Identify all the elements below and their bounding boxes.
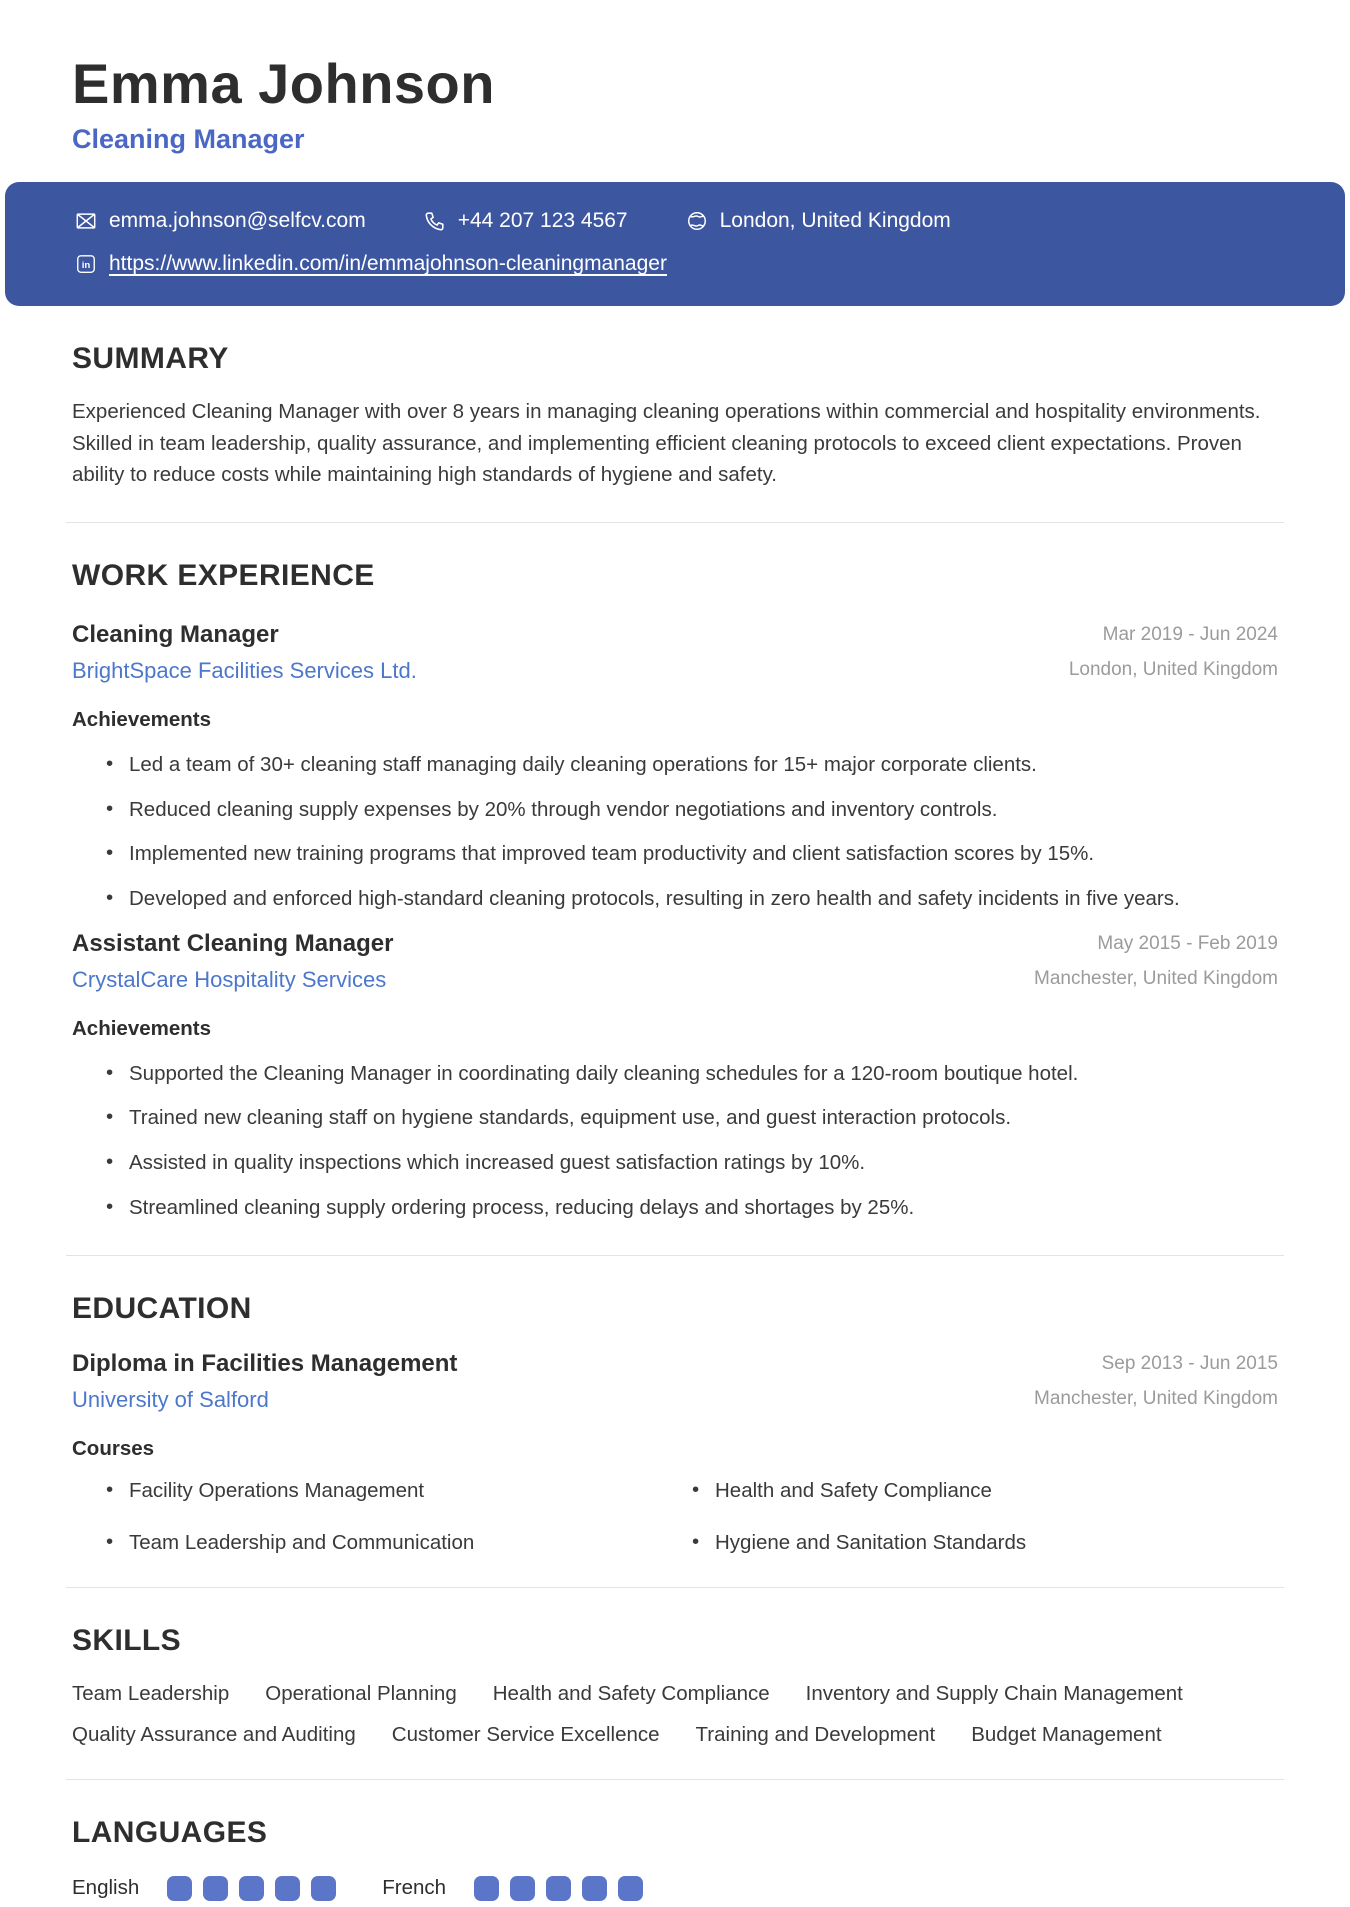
- job-dates: Mar 2019 - Jun 2024: [1102, 623, 1278, 645]
- languages-list: [72, 1876, 1278, 1901]
- person-name: Emma Johnson: [72, 52, 495, 115]
- course-item: • Facility Operations Management: [106, 1479, 692, 1503]
- job-entry: [72, 621, 1278, 914]
- languages-section: [0, 1816, 1350, 1901]
- education-location: Manchester, United Kingdom: [1034, 1387, 1278, 1409]
- language-item: [72, 1876, 336, 1901]
- skill-item: Quality Assurance and Auditing: [72, 1722, 356, 1746]
- language-level-square: [167, 1876, 192, 1901]
- job-title: Cleaning Manager: [72, 620, 279, 648]
- work-experience-heading: WORK EXPERIENCE: [72, 558, 375, 592]
- summary-text: Experienced Cleaning Manager with over 8 years in managing cleaning operations within commercial and hospitality environments. Skilled in team leadership, quality assurance, and implementing efficient cleaning protocols to exceed client expectations. Proven ability to reduce costs while maintaining high standards of hygiene and safety.: [72, 400, 1261, 486]
- courses-list: [72, 1479, 1278, 1555]
- person-job-title: Cleaning Manager: [72, 124, 305, 155]
- skill-item: Budget Management: [971, 1722, 1162, 1746]
- language-level-square: [474, 1876, 499, 1901]
- work-experience-section: [0, 559, 1350, 1223]
- language-name: French: [382, 1876, 447, 1900]
- school-name: University of Salford: [72, 1386, 269, 1412]
- courses-label: Courses: [72, 1436, 155, 1460]
- job-entry: [72, 930, 1278, 1223]
- job-company: BrightSpace Facilities Services Ltd.: [72, 657, 417, 683]
- skills-list: [72, 1682, 1278, 1747]
- language-name: English: [72, 1876, 140, 1900]
- job-entry-right: [1034, 930, 1278, 990]
- skill-item: Training and Development: [695, 1722, 936, 1746]
- contact-location: [686, 209, 951, 233]
- achievement-item: • Led a team of 30+ cleaning staff managing daily cleaning operations for 15+ major corporate clients.: [106, 750, 1278, 780]
- skill-item: Team Leadership: [72, 1681, 230, 1705]
- section-divider: [66, 1779, 1284, 1780]
- contact-location-text: London, United Kingdom: [719, 209, 951, 233]
- education-heading: EDUCATION: [72, 1291, 252, 1325]
- language-level-indicator: [167, 1876, 336, 1901]
- contact-row-1: [75, 209, 1275, 233]
- job-entry-right: [1069, 621, 1278, 681]
- job-title: Assistant Cleaning Manager: [72, 929, 394, 957]
- achievements-list: [72, 750, 1278, 914]
- education-section: [0, 1292, 1350, 1555]
- section-divider: [66, 1587, 1284, 1588]
- linkedin-url-text: https://www.linkedin.com/in/emmajohnson-cleaningmanager: [109, 252, 667, 276]
- language-level-indicator: [474, 1876, 643, 1901]
- contact-phone-text: +44 207 123 4567: [457, 209, 628, 233]
- phone-icon: [424, 210, 446, 232]
- skill-item: Health and Safety Compliance: [492, 1681, 770, 1705]
- language-level-square: [546, 1876, 571, 1901]
- language-item: [382, 1876, 643, 1901]
- skills-heading: SKILLS: [72, 1623, 182, 1657]
- achievements-list: [72, 1059, 1278, 1223]
- job-dates: May 2015 - Feb 2019: [1097, 932, 1278, 954]
- course-item: • Team Leadership and Communication: [106, 1531, 692, 1555]
- languages-heading: LANGUAGES: [72, 1815, 268, 1849]
- job-entry-header: [72, 930, 1278, 993]
- summary-heading: SUMMARY: [72, 342, 229, 376]
- job-location: Manchester, United Kingdom: [1034, 967, 1278, 989]
- linkedin-link[interactable]: [75, 252, 667, 276]
- skill-item: Customer Service Excellence: [391, 1722, 660, 1746]
- summary-section: [0, 342, 1350, 489]
- language-level-square: [239, 1876, 264, 1901]
- achievement-item: • Implemented new training programs that improved team productivity and client satisfaction scores by 15%.: [106, 839, 1278, 869]
- language-level-square: [311, 1876, 336, 1901]
- contact-row-2: [75, 252, 1275, 276]
- achievement-item: • Developed and enforced high-standard cleaning protocols, resulting in zero health and safety incidents in five years.: [106, 884, 1278, 914]
- achievement-item: • Trained new cleaning staff on hygiene standards, equipment use, and guest interaction protocols.: [106, 1103, 1278, 1133]
- achievement-item: • Reduced cleaning supply expenses by 20% through vendor negotiations and inventory controls.: [106, 795, 1278, 825]
- job-entry-left: [72, 930, 393, 993]
- skill-item: Operational Planning: [265, 1681, 457, 1705]
- globe-icon: [686, 210, 708, 232]
- email-icon: [75, 210, 97, 232]
- education-dates: Sep 2013 - Jun 2015: [1101, 1352, 1278, 1374]
- contact-email-text: emma.johnson@selfcv.com: [109, 209, 366, 233]
- degree-title: Diploma in Facilities Management: [72, 1349, 458, 1377]
- skill-item: Inventory and Supply Chain Management: [805, 1681, 1183, 1705]
- language-level-square: [275, 1876, 300, 1901]
- achievements-label: Achievements: [72, 707, 212, 731]
- skills-section: [0, 1624, 1350, 1747]
- job-entry-left: [72, 621, 417, 684]
- job-company: CrystalCare Hospitality Services: [72, 966, 387, 992]
- contact-banner: [5, 182, 1345, 306]
- course-item: • Health and Safety Compliance: [692, 1479, 1278, 1503]
- job-location: London, United Kingdom: [1068, 658, 1278, 680]
- job-entry-header: [72, 621, 1278, 684]
- education-entry-header: [72, 1350, 1278, 1413]
- contact-email: [75, 209, 366, 233]
- achievement-item: • Supported the Cleaning Manager in coordinating daily cleaning schedules for a 120-room boutique hotel.: [106, 1059, 1278, 1089]
- achievement-item: • Streamlined cleaning supply ordering process, reducing delays and shortages by 25%.: [106, 1193, 1278, 1223]
- language-level-square: [582, 1876, 607, 1901]
- education-entry-left: [72, 1350, 457, 1413]
- language-level-square: [510, 1876, 535, 1901]
- language-level-square: [203, 1876, 228, 1901]
- contact-phone: [424, 209, 628, 233]
- svg-text:in: in: [81, 260, 91, 272]
- course-item: • Hygiene and Sanitation Standards: [692, 1531, 1278, 1555]
- education-entry-right: [1034, 1350, 1278, 1410]
- linkedin-icon: [75, 253, 97, 275]
- section-divider: [66, 1255, 1284, 1256]
- achievement-item: • Assisted in quality inspections which increased guest satisfaction ratings by 10%.: [106, 1148, 1278, 1178]
- language-level-square: [618, 1876, 643, 1901]
- achievements-label: Achievements: [72, 1016, 212, 1040]
- section-divider: [66, 522, 1284, 523]
